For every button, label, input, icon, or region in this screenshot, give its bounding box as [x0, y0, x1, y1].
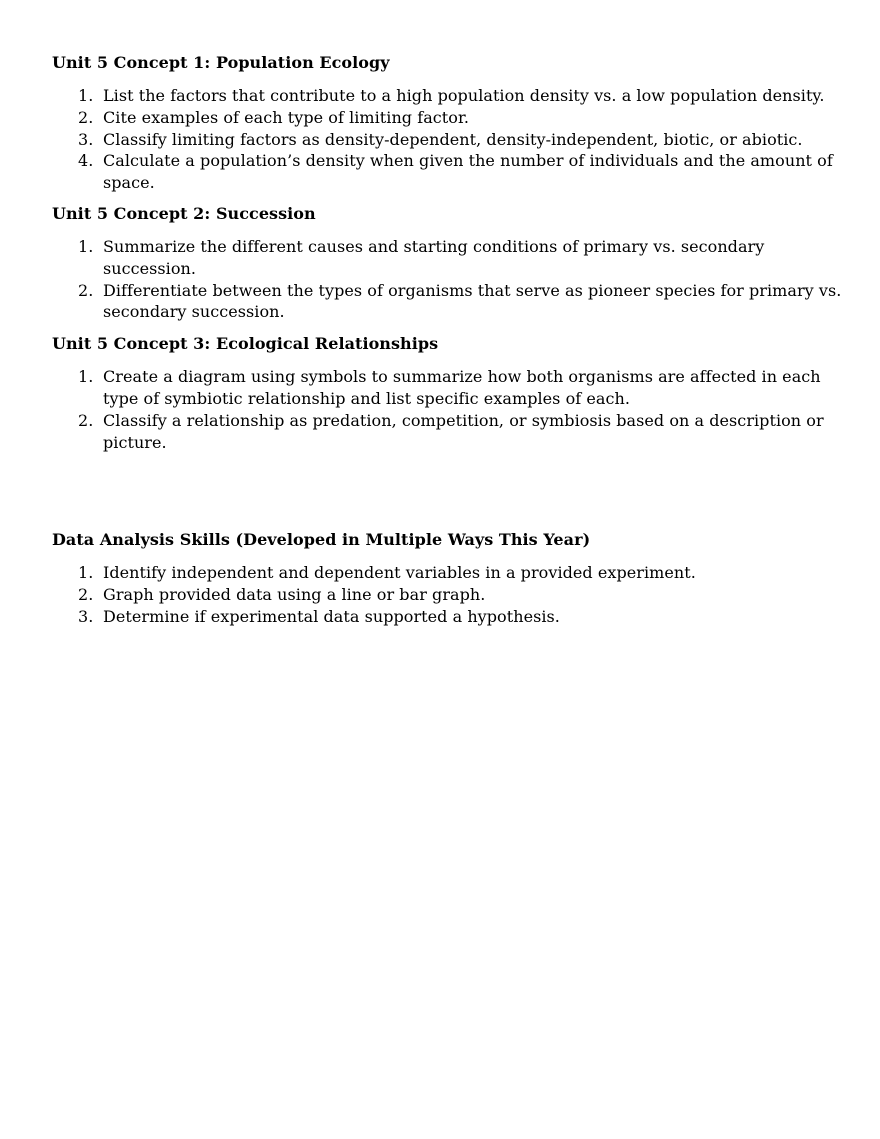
list-item	[52, 85, 842, 107]
list-item	[52, 606, 842, 628]
section-ecological-relationships	[52, 333, 842, 453]
item-text: Summarize the different causes and starting conditions of primary vs. secondary succession.	[103, 236, 765, 278]
item-text: Classify a relationship as predation, competition, or symbiosis based on a description or picture.	[103, 410, 824, 452]
list-item	[52, 562, 842, 584]
item-text: Create a diagram using symbols to summarize how both organisms are affected in each type of symbiotic relationship and list specific examples of each.	[103, 367, 821, 408]
item-number: 1.	[78, 367, 94, 387]
item-number: 3.	[78, 606, 94, 626]
item-text: Calculate a population’s density when given the number of individuals and the amount of space.	[103, 151, 833, 193]
objective-list	[52, 562, 842, 627]
item-number: 3.	[78, 129, 94, 149]
item-text: Identify independent and dependent variables in a provided experiment.	[103, 563, 696, 583]
item-number: 2.	[78, 107, 94, 127]
item-text: Cite examples of each type of limiting factor.	[103, 107, 470, 127]
list-item	[52, 150, 842, 194]
item-number: 2.	[78, 280, 94, 300]
list-item	[52, 236, 842, 280]
objective-list	[52, 366, 842, 453]
item-number: 1.	[78, 236, 94, 256]
item-text: Classify limiting factors as density-dependent, density-independent, biotic, or abiotic.	[103, 129, 803, 149]
objective-list	[52, 236, 842, 323]
document-page	[52, 52, 842, 628]
item-text: Differentiate between the types of organisms that serve as pioneer species for primary vs. secondary succession.	[103, 280, 842, 322]
list-item	[52, 410, 842, 454]
section-population-ecology	[52, 52, 842, 194]
item-number: 2.	[78, 410, 94, 430]
section-data-analysis-skills	[52, 529, 842, 627]
item-text: Determine if experimental data supported a hypothesis.	[103, 606, 560, 626]
list-item	[52, 107, 842, 129]
item-text: Graph provided data using a line or bar graph.	[103, 585, 486, 605]
section-succession	[52, 203, 842, 323]
section-title: Unit 5 Concept 1: Population Ecology	[52, 53, 390, 72]
list-item	[52, 280, 842, 324]
item-number: 1.	[78, 563, 94, 583]
objective-list	[52, 85, 842, 194]
item-text: List the factors that contribute to a high population density vs. a low population density.	[103, 86, 825, 105]
section-title: Data Analysis Skills (Developed in Multiple Ways This Year)	[52, 530, 591, 550]
item-number: 2.	[78, 585, 94, 605]
list-item	[52, 584, 842, 606]
section-title: Unit 5 Concept 2: Succession	[52, 203, 316, 223]
item-number: 1.	[78, 86, 94, 105]
item-number: 4.	[78, 151, 94, 171]
section-title: Unit 5 Concept 3: Ecological Relationships	[52, 334, 439, 354]
list-item	[52, 129, 842, 151]
list-item	[52, 366, 842, 410]
